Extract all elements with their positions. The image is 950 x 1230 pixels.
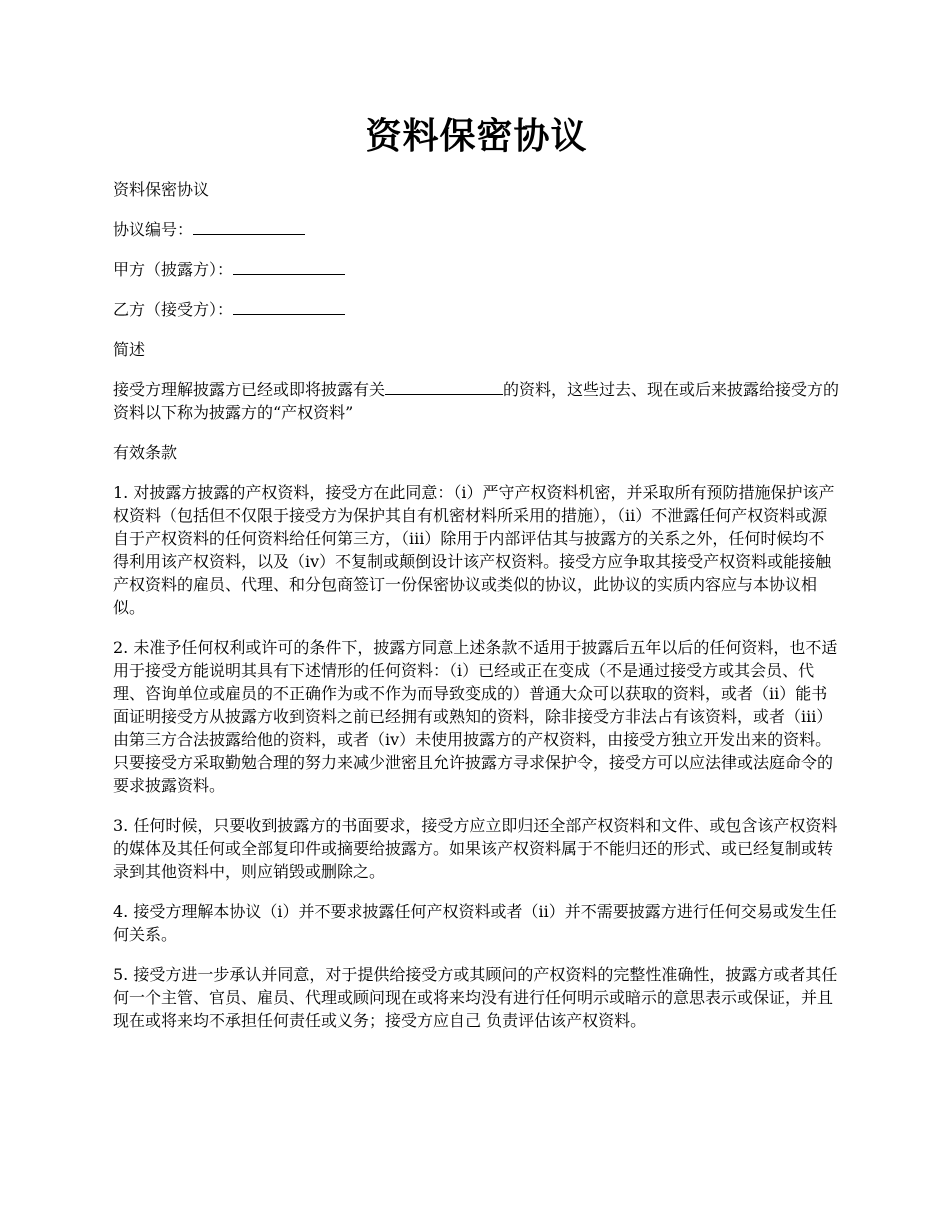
agreement-number-label: 协议编号： bbox=[113, 220, 194, 239]
summary-text-before: 接受方理解披露方已经或即将披露有关 bbox=[113, 380, 386, 399]
party-a-label: 甲方（披露方）： bbox=[113, 260, 234, 279]
summary-blank bbox=[385, 379, 503, 395]
summary-paragraph bbox=[113, 378, 840, 424]
agreement-number-line bbox=[113, 218, 840, 241]
summary-text-after: 的资料，这些过去、现在或后来披露给接受方的资料以下称为披露方的“产权资料” bbox=[113, 380, 840, 422]
agreement-number-blank bbox=[193, 219, 305, 235]
clause-5: 5. 接受方进一步承认并同意，对于提供给接受方或其顾问的产权资料的完整性准确性，披露方或者其任何一个主管、官员、雇员、代理或顾问现在或将来均没有进行任何明示或暗示的意思表示或保证，并且现在或将来均不承担任何责任或义务；接受方应自己 负责评估该产权资料。 bbox=[113, 965, 838, 1030]
party-b-blank bbox=[233, 299, 345, 315]
document-title: 资料保密协议 bbox=[365, 115, 588, 157]
party-b-label: 乙方（接受方）： bbox=[113, 300, 234, 319]
terms-heading: 有效条款 bbox=[113, 443, 178, 462]
party-b-line bbox=[113, 298, 840, 321]
party-a-line bbox=[113, 258, 840, 281]
party-a-blank bbox=[233, 259, 345, 275]
clause-4: 4. 接受方理解本协议（i）并不要求披露任何产权资料或者（ii）并不需要披露方进行任何交易或发生任何关系。 bbox=[113, 902, 837, 944]
summary-heading: 简述 bbox=[113, 340, 146, 359]
clause-1: 1. 对披露方披露的产权资料，接受方在此同意：（i）严守产权资料机密，并采取所有预防措施保护该产权资料（包括但不仅限于接受方为保护其自有机密材料所采用的措施），（ii）不泄露任何产权资料或源自于产权资料的任何资料给任何第三方，（iii）除用于内部评估其与披露方的关系之外，任何时候均不得利用该产权资料，以及（iv）不复制或颠倒设计该产权资料。接受方应争取其接受产权资料或能接触产权资料的雇员、代理、和分包商签订一份保密协议或类似的协议，此协议的实质内容应与本协议相似。 bbox=[113, 483, 835, 617]
subtitle-line: 资料保密协议 bbox=[113, 180, 210, 199]
clause-3: 3. 任何时候，只要收到披露方的书面要求，接受方应立即归还全部产权资料和文件、或包含该产权资料的媒体及其任何或全部复印件或摘要给披露方。如果该产权资料属于不能归还的形式、或已经复制或转录到其他资料中，则应销毁或删除之。 bbox=[113, 816, 838, 881]
document-body bbox=[113, 178, 840, 1049]
clause-2: 2. 未准予任何权利或许可的条件下，披露方同意上述条款不适用于披露后五年以后的任何资料，也不适用于接受方能说明其具有下述情形的任何资料：（i）已经或正在变成（不是通过接受方或其会员、代理、咨询单位或雇员的不正确作为或不作为而导致变成的）普通大众可以获取的资料，或者（ii）能书面证明接受方从披露方收到资料之前已经拥有或熟知的资料，除非接受方非法占有该资料，或者（iii）由第三方合法披露给他的资料，或者（iv）未使用披露方的产权资料，由接受方独立开发出来的资料。只要接受方采取勤勉合理的努力来减少泄密且允许披露方寻求保护令，接受方可以应法律或法庭命令的要求披露资料。 bbox=[113, 638, 838, 795]
